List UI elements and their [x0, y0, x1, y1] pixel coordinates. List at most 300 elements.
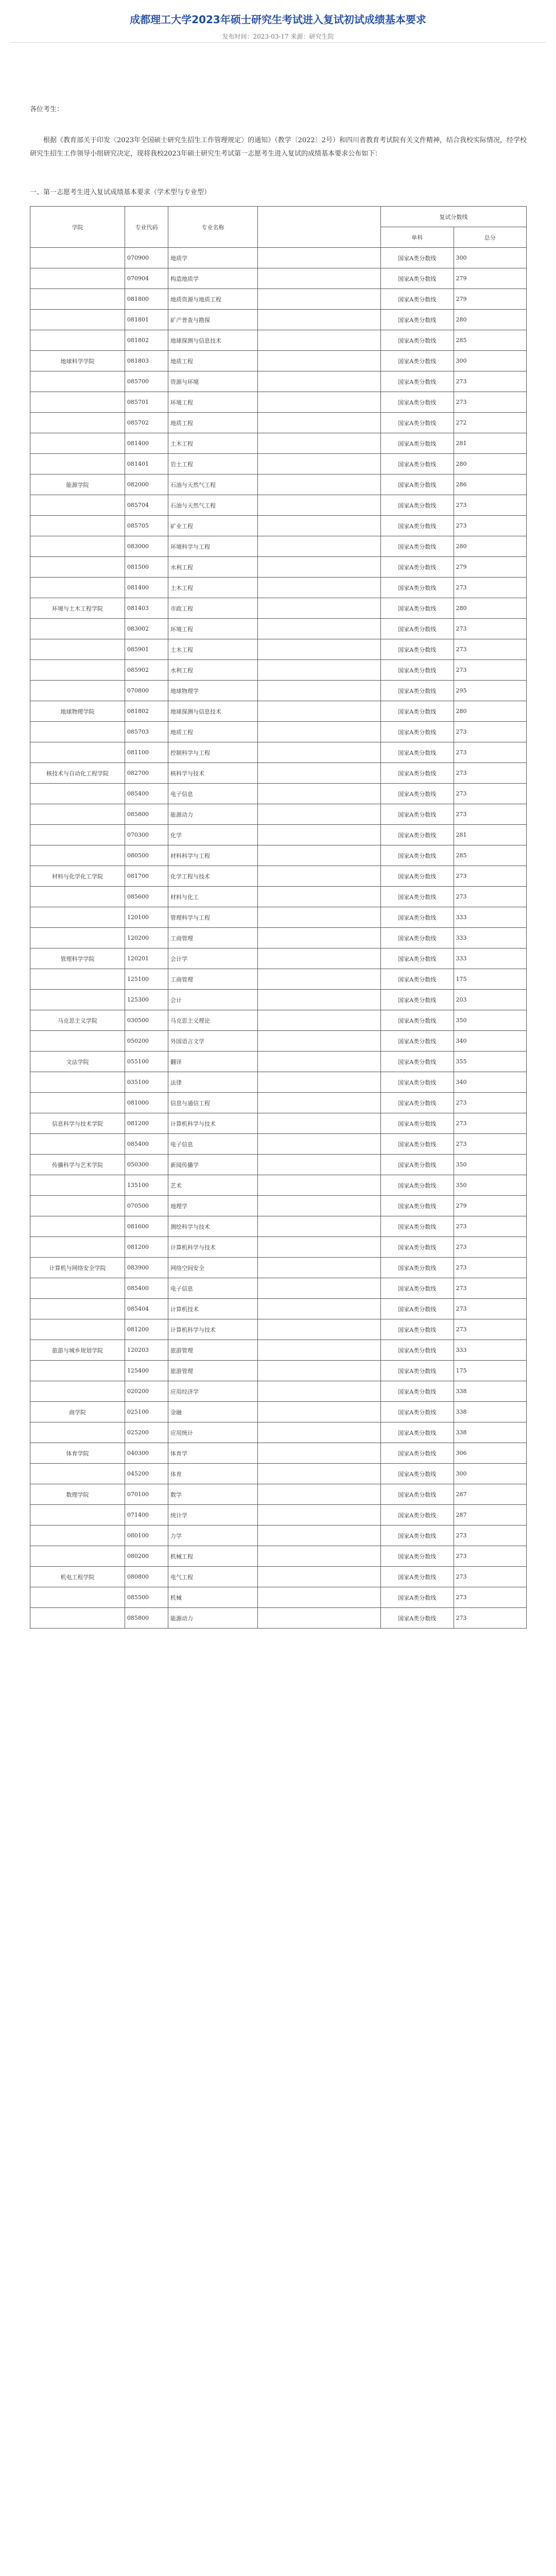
- table-row: [30, 1567, 527, 1587]
- total-score-cell: 273: [454, 866, 527, 887]
- note-cell: [258, 1587, 381, 1608]
- total-score-cell: 273: [454, 1526, 527, 1546]
- major-cell: 法律: [168, 1072, 258, 1093]
- single-score-cell: 国家A类分数线: [381, 948, 454, 969]
- code-cell: 081800: [125, 289, 168, 310]
- note-cell: [258, 866, 381, 887]
- code-cell: 083900: [125, 1258, 168, 1278]
- school-cell: [30, 1134, 125, 1155]
- single-score-cell: 国家A类分数线: [381, 1237, 454, 1258]
- total-score-cell: 175: [454, 969, 527, 990]
- major-cell: 市政工程: [168, 598, 258, 619]
- note-cell: [258, 248, 381, 268]
- code-cell: 050300: [125, 1155, 168, 1175]
- major-cell: 地球探测与信息技术: [168, 330, 258, 351]
- table-row: [30, 948, 527, 969]
- single-score-cell: 国家A类分数线: [381, 1113, 454, 1134]
- major-cell: 资源与环境: [168, 371, 258, 392]
- total-score-cell: 338: [454, 1422, 527, 1443]
- single-score-cell: 国家A类分数线: [381, 268, 454, 289]
- major-cell: 地球物理学: [168, 681, 258, 701]
- table-row: [30, 433, 527, 454]
- table-row: [30, 1278, 527, 1299]
- code-cell: 082000: [125, 474, 168, 495]
- table-row: [30, 804, 527, 825]
- single-score-cell: 国家A类分数线: [381, 1484, 454, 1505]
- total-score-cell: 273: [454, 1608, 527, 1629]
- single-score-cell: 国家A类分数线: [381, 557, 454, 578]
- school-cell: [30, 1381, 125, 1402]
- code-cell: 081400: [125, 578, 168, 598]
- single-score-cell: 国家A类分数线: [381, 845, 454, 866]
- school-cell: [30, 1361, 125, 1381]
- note-cell: [258, 804, 381, 825]
- code-cell: 085400: [125, 1134, 168, 1155]
- code-cell: 070904: [125, 268, 168, 289]
- single-score-cell: 国家A类分数线: [381, 660, 454, 681]
- school-cell: 传播科学与艺术学院: [30, 1155, 125, 1175]
- note-cell: [258, 1278, 381, 1299]
- code-cell: 070900: [125, 248, 168, 268]
- table-row: [30, 495, 527, 516]
- school-cell: [30, 1422, 125, 1443]
- total-score-cell: 273: [454, 516, 527, 536]
- code-cell: 085704: [125, 495, 168, 516]
- major-cell: 地质工程: [168, 413, 258, 433]
- subheader-single: 单科: [381, 227, 454, 248]
- table-row: [30, 660, 527, 681]
- total-score-cell: 273: [454, 763, 527, 784]
- single-score-cell: 国家A类分数线: [381, 1443, 454, 1464]
- total-score-cell: 300: [454, 351, 527, 371]
- total-score-cell: 273: [454, 1237, 527, 1258]
- note-cell: [258, 1196, 381, 1216]
- school-cell: 能源学院: [30, 474, 125, 495]
- code-cell: 081801: [125, 310, 168, 330]
- table-row: [30, 1546, 527, 1567]
- table-row: [30, 1299, 527, 1319]
- school-cell: 信息科学与技术学院: [30, 1113, 125, 1134]
- school-cell: [30, 413, 125, 433]
- table-row: [30, 1196, 527, 1216]
- total-score-cell: 281: [454, 433, 527, 454]
- note-cell: [258, 1216, 381, 1237]
- total-score-cell: 203: [454, 990, 527, 1010]
- code-cell: 085901: [125, 639, 168, 660]
- major-cell: 应用经济学: [168, 1381, 258, 1402]
- table-row: [30, 557, 527, 578]
- note-cell: [258, 1072, 381, 1093]
- score-table: [30, 206, 527, 1629]
- table-row: [30, 701, 527, 722]
- code-cell: 081803: [125, 351, 168, 371]
- note-cell: [258, 742, 381, 763]
- single-score-cell: 国家A类分数线: [381, 1216, 454, 1237]
- major-cell: 能源动力: [168, 1608, 258, 1629]
- total-score-cell: 285: [454, 330, 527, 351]
- school-cell: [30, 1608, 125, 1629]
- major-cell: 地球探测与信息技术: [168, 701, 258, 722]
- major-cell: 电气工程: [168, 1567, 258, 1587]
- total-score-cell: 273: [454, 1319, 527, 1340]
- school-cell: [30, 722, 125, 742]
- table-row: [30, 1155, 527, 1175]
- table-row: [30, 1216, 527, 1237]
- note-cell: [258, 845, 381, 866]
- major-cell: 体育: [168, 1464, 258, 1484]
- note-cell: [258, 392, 381, 413]
- table-row: [30, 1031, 527, 1052]
- total-score-cell: 280: [454, 454, 527, 474]
- code-cell: 081401: [125, 454, 168, 474]
- note-cell: [258, 1464, 381, 1484]
- table-row: [30, 1052, 527, 1072]
- school-cell: [30, 1505, 125, 1526]
- single-score-cell: 国家A类分数线: [381, 1278, 454, 1299]
- school-cell: [30, 1072, 125, 1093]
- single-score-cell: 国家A类分数线: [381, 722, 454, 742]
- major-cell: 旅游管理: [168, 1361, 258, 1381]
- school-cell: [30, 887, 125, 907]
- table-row: [30, 310, 527, 330]
- code-cell: 055100: [125, 1052, 168, 1072]
- total-score-cell: 273: [454, 1113, 527, 1134]
- total-score-cell: 281: [454, 825, 527, 845]
- school-cell: [30, 1299, 125, 1319]
- note-cell: [258, 907, 381, 928]
- note-cell: [258, 660, 381, 681]
- code-cell: 035100: [125, 1072, 168, 1093]
- note-cell: [258, 1093, 381, 1113]
- single-score-cell: 国家A类分数线: [381, 578, 454, 598]
- single-score-cell: 国家A类分数线: [381, 1299, 454, 1319]
- intro-paragraph: 根据《教育部关于印发〈2023年全国硕士研究生招生工作管理规定〉的通知》（教学〔2022〕2号）和四川省教育考试院有关文件精神，结合我校实际情况，经学校研究生招生工作领导小组研究决定，现将我校2023年硕士研究生考试第一志愿考生进入复试的成绩基本要求公布如下：: [30, 137, 527, 158]
- major-cell: 材料与化工: [168, 887, 258, 907]
- school-cell: [30, 1278, 125, 1299]
- major-cell: 构造地质学: [168, 268, 258, 289]
- major-cell: 地质工程: [168, 351, 258, 371]
- single-score-cell: 国家A类分数线: [381, 825, 454, 845]
- code-cell: 081802: [125, 330, 168, 351]
- note-cell: [258, 1526, 381, 1546]
- note-cell: [258, 289, 381, 310]
- table-row: [30, 1237, 527, 1258]
- publish-meta: 发布时间：2023-03-17 来源：研究生院: [222, 33, 334, 40]
- total-score-cell: 273: [454, 371, 527, 392]
- school-cell: [30, 928, 125, 948]
- single-score-cell: 国家A类分数线: [381, 1402, 454, 1422]
- major-cell: 环境科学与工程: [168, 536, 258, 557]
- note-cell: [258, 1155, 381, 1175]
- table-row: [30, 598, 527, 619]
- school-cell: [30, 1587, 125, 1608]
- note-cell: [258, 557, 381, 578]
- code-cell: 085404: [125, 1299, 168, 1319]
- total-score-cell: 279: [454, 268, 527, 289]
- code-cell: 081802: [125, 701, 168, 722]
- single-score-cell: 国家A类分数线: [381, 804, 454, 825]
- single-score-cell: 国家A类分数线: [381, 1464, 454, 1484]
- total-score-cell: 273: [454, 1546, 527, 1567]
- school-cell: 机电工程学院: [30, 1567, 125, 1587]
- total-score-cell: 273: [454, 1093, 527, 1113]
- school-cell: [30, 578, 125, 598]
- total-score-cell: 280: [454, 598, 527, 619]
- school-cell: 文法学院: [30, 1052, 125, 1072]
- single-score-cell: 国家A类分数线: [381, 990, 454, 1010]
- total-score-cell: 279: [454, 289, 527, 310]
- single-score-cell: 国家A类分数线: [381, 1010, 454, 1031]
- table-row: [30, 845, 527, 866]
- code-cell: 125300: [125, 990, 168, 1010]
- school-cell: 旅游与城乡规划学院: [30, 1340, 125, 1361]
- major-cell: 水利工程: [168, 660, 258, 681]
- note-cell: [258, 1258, 381, 1278]
- code-cell: 025200: [125, 1422, 168, 1443]
- table-header-row: [30, 207, 527, 227]
- table-row: [30, 1608, 527, 1629]
- table-row: [30, 1113, 527, 1134]
- total-score-cell: 333: [454, 928, 527, 948]
- major-cell: 测绘科学与技术: [168, 1216, 258, 1237]
- table-row: [30, 1587, 527, 1608]
- total-score-cell: 350: [454, 1010, 527, 1031]
- code-cell: 125100: [125, 969, 168, 990]
- note-cell: [258, 310, 381, 330]
- table-row: [30, 1505, 527, 1526]
- major-cell: 地质学: [168, 248, 258, 268]
- single-score-cell: 国家A类分数线: [381, 1196, 454, 1216]
- table-row: [30, 907, 527, 928]
- school-cell: 核技术与自动化工程学院: [30, 763, 125, 784]
- single-score-cell: 国家A类分数线: [381, 1093, 454, 1113]
- table-row: [30, 536, 527, 557]
- code-cell: 040300: [125, 1443, 168, 1464]
- code-cell: 080100: [125, 1526, 168, 1546]
- total-score-cell: 273: [454, 722, 527, 742]
- code-cell: 081500: [125, 557, 168, 578]
- table-row: [30, 1340, 527, 1361]
- single-score-cell: 国家A类分数线: [381, 1587, 454, 1608]
- school-cell: [30, 536, 125, 557]
- subheader-total: 总分: [454, 227, 527, 248]
- code-cell: 070300: [125, 825, 168, 845]
- single-score-cell: 国家A类分数线: [381, 310, 454, 330]
- single-score-cell: 国家A类分数线: [381, 1567, 454, 1587]
- code-cell: 082700: [125, 763, 168, 784]
- table-body: [30, 248, 527, 1629]
- major-cell: 化学: [168, 825, 258, 845]
- school-cell: [30, 248, 125, 268]
- school-cell: [30, 1093, 125, 1113]
- code-cell: 081000: [125, 1093, 168, 1113]
- school-cell: [30, 310, 125, 330]
- total-score-cell: 333: [454, 1340, 527, 1361]
- school-cell: [30, 1237, 125, 1258]
- single-score-cell: 国家A类分数线: [381, 1526, 454, 1546]
- note-cell: [258, 1546, 381, 1567]
- table-row: [30, 351, 527, 371]
- major-cell: 翻译: [168, 1052, 258, 1072]
- total-score-cell: 306: [454, 1443, 527, 1464]
- total-score-cell: 273: [454, 639, 527, 660]
- single-score-cell: 国家A类分数线: [381, 433, 454, 454]
- total-score-cell: 340: [454, 1072, 527, 1093]
- note-cell: [258, 1175, 381, 1196]
- school-cell: [30, 1526, 125, 1546]
- single-score-cell: 国家A类分数线: [381, 516, 454, 536]
- header-major: 专业名称: [168, 207, 258, 248]
- single-score-cell: 国家A类分数线: [381, 1052, 454, 1072]
- total-score-cell: 273: [454, 887, 527, 907]
- school-cell: [30, 557, 125, 578]
- table-row: [30, 578, 527, 598]
- school-cell: [30, 1031, 125, 1052]
- school-cell: [30, 784, 125, 804]
- major-cell: 工商管理: [168, 928, 258, 948]
- code-cell: 081600: [125, 1216, 168, 1237]
- major-cell: 岩土工程: [168, 454, 258, 474]
- single-score-cell: 国家A类分数线: [381, 681, 454, 701]
- header-blank: [258, 207, 381, 248]
- note-cell: [258, 351, 381, 371]
- code-cell: 120201: [125, 948, 168, 969]
- school-cell: [30, 742, 125, 763]
- note-cell: [258, 1484, 381, 1505]
- note-cell: [258, 701, 381, 722]
- school-cell: 管理科学学院: [30, 948, 125, 969]
- note-cell: [258, 928, 381, 948]
- header-school: 学院: [30, 207, 125, 248]
- table-row: [30, 928, 527, 948]
- total-score-cell: 279: [454, 557, 527, 578]
- major-cell: 石油与天然气工程: [168, 495, 258, 516]
- single-score-cell: 国家A类分数线: [381, 1175, 454, 1196]
- major-cell: 石油与天然气工程: [168, 474, 258, 495]
- code-cell: 085705: [125, 516, 168, 536]
- code-cell: 070500: [125, 1196, 168, 1216]
- school-cell: [30, 660, 125, 681]
- school-cell: [30, 804, 125, 825]
- single-score-cell: 国家A类分数线: [381, 928, 454, 948]
- major-cell: 能源动力: [168, 804, 258, 825]
- code-cell: 070100: [125, 1484, 168, 1505]
- table-row: [30, 1319, 527, 1340]
- code-cell: 120203: [125, 1340, 168, 1361]
- single-score-cell: 国家A类分数线: [381, 969, 454, 990]
- total-score-cell: 273: [454, 578, 527, 598]
- major-cell: 机械工程: [168, 1546, 258, 1567]
- major-cell: 土木工程: [168, 433, 258, 454]
- code-cell: 020200: [125, 1381, 168, 1402]
- table-row: [30, 969, 527, 990]
- note-cell: [258, 371, 381, 392]
- major-cell: 机械: [168, 1587, 258, 1608]
- single-score-cell: 国家A类分数线: [381, 639, 454, 660]
- code-cell: 085902: [125, 660, 168, 681]
- major-cell: 会计: [168, 990, 258, 1010]
- total-score-cell: 273: [454, 1567, 527, 1587]
- major-cell: 环境工程: [168, 619, 258, 639]
- table-row: [30, 1381, 527, 1402]
- title-divider: [10, 42, 546, 43]
- code-cell: 081403: [125, 598, 168, 619]
- table-row: [30, 639, 527, 660]
- greeting: 各位考生：: [30, 106, 64, 113]
- code-cell: 081200: [125, 1113, 168, 1134]
- major-cell: 旅游管理: [168, 1340, 258, 1361]
- total-score-cell: 273: [454, 1587, 527, 1608]
- note-cell: [258, 784, 381, 804]
- total-score-cell: 355: [454, 1052, 527, 1072]
- school-cell: 体育学院: [30, 1443, 125, 1464]
- single-score-cell: 国家A类分数线: [381, 763, 454, 784]
- note-cell: [258, 722, 381, 742]
- table-row: [30, 1361, 527, 1381]
- code-cell: 081200: [125, 1237, 168, 1258]
- table-row: [30, 248, 527, 268]
- note-cell: [258, 1237, 381, 1258]
- note-cell: [258, 1031, 381, 1052]
- note-cell: [258, 825, 381, 845]
- note-cell: [258, 1402, 381, 1422]
- code-cell: 080200: [125, 1546, 168, 1567]
- total-score-cell: 300: [454, 248, 527, 268]
- single-score-cell: 国家A类分数线: [381, 1031, 454, 1052]
- single-score-cell: 国家A类分数线: [381, 248, 454, 268]
- note-cell: [258, 1113, 381, 1134]
- major-cell: 电子信息: [168, 1134, 258, 1155]
- school-cell: 计算机与网络安全学院: [30, 1258, 125, 1278]
- school-cell: [30, 454, 125, 474]
- total-score-cell: 287: [454, 1484, 527, 1505]
- note-cell: [258, 969, 381, 990]
- code-cell: 085800: [125, 1608, 168, 1629]
- table-row: [30, 1258, 527, 1278]
- header-retest-line: 复试分数线: [381, 207, 527, 227]
- table-row: [30, 1093, 527, 1113]
- table-row: [30, 1072, 527, 1093]
- school-cell: [30, 990, 125, 1010]
- note-cell: [258, 1381, 381, 1402]
- note-cell: [258, 454, 381, 474]
- table-row: [30, 990, 527, 1010]
- single-score-cell: 国家A类分数线: [381, 1340, 454, 1361]
- school-cell: [30, 845, 125, 866]
- code-cell: 085500: [125, 1587, 168, 1608]
- major-cell: 土木工程: [168, 578, 258, 598]
- single-score-cell: 国家A类分数线: [381, 1505, 454, 1526]
- note-cell: [258, 1134, 381, 1155]
- total-score-cell: 287: [454, 1505, 527, 1526]
- single-score-cell: 国家A类分数线: [381, 907, 454, 928]
- total-score-cell: 273: [454, 495, 527, 516]
- note-cell: [258, 474, 381, 495]
- school-cell: [30, 371, 125, 392]
- table-row: [30, 474, 527, 495]
- major-cell: 计算机科学与技术: [168, 1237, 258, 1258]
- table-row: [30, 371, 527, 392]
- code-cell: 085703: [125, 722, 168, 742]
- school-cell: [30, 825, 125, 845]
- total-score-cell: 333: [454, 907, 527, 928]
- code-cell: 045200: [125, 1464, 168, 1484]
- table-row: [30, 681, 527, 701]
- school-cell: [30, 969, 125, 990]
- table-row: [30, 454, 527, 474]
- note-cell: [258, 1052, 381, 1072]
- note-cell: [258, 536, 381, 557]
